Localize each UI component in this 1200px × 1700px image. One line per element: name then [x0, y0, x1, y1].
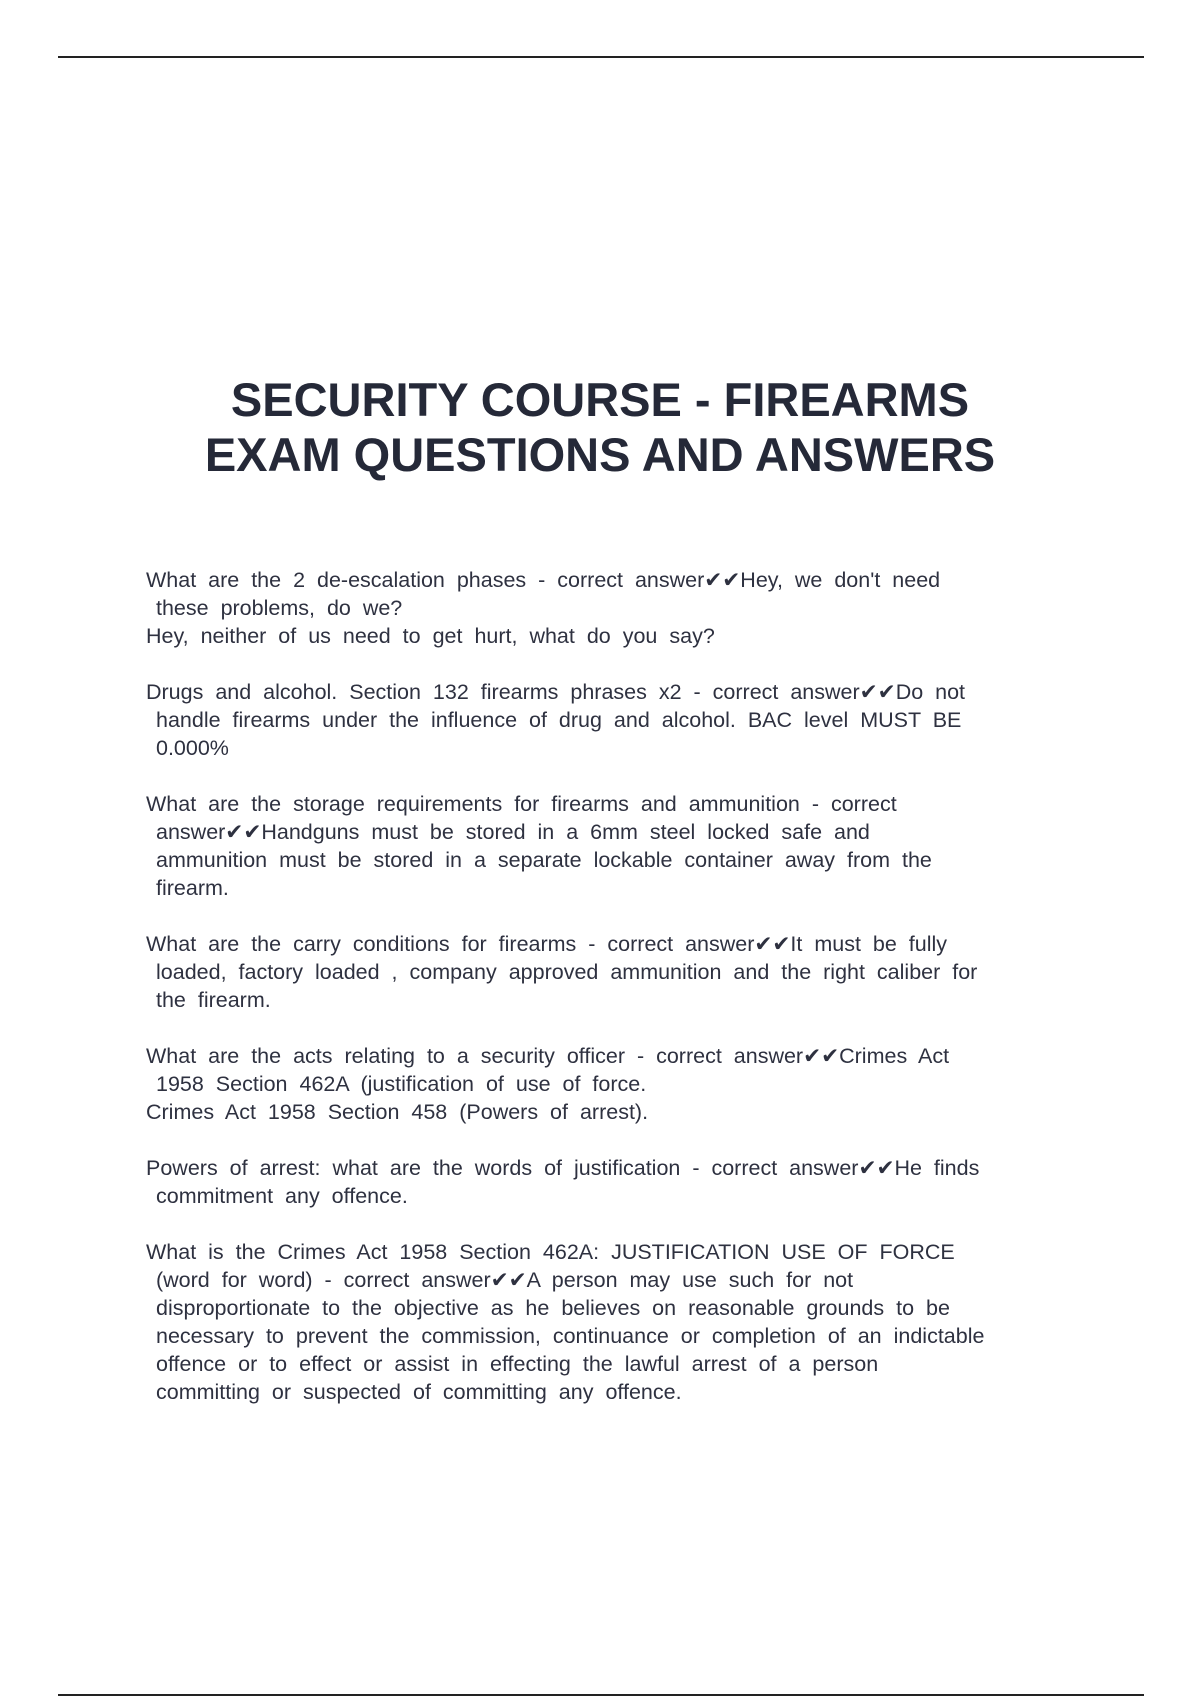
qa-line: handle firearms under the influence of drug and alcohol. BAC level MUST BE [156, 708, 962, 732]
qa-item [146, 930, 1096, 1014]
qa-line: disproportionate to the objective as he believes on reasonable grounds to be [156, 1296, 950, 1320]
qa-line: What is the Crimes Act 1958 Section 462A: JUSTIFICATION USE OF FORCE [146, 1240, 955, 1264]
qa-line: Hey, neither of us need to get hurt, what do you say? [146, 624, 715, 648]
top-divider [58, 56, 1144, 58]
qa-line: Drugs and alcohol. Section 132 firearms phrases x2 - correct answer✔✔Do not [146, 680, 966, 704]
qa-item [146, 1154, 1096, 1210]
qa-line: What are the acts relating to a security officer - correct answer✔✔Crimes Act [146, 1044, 950, 1068]
qa-line: answer✔✔Handguns must be stored in a 6mm steel locked safe and [156, 820, 870, 844]
title-line: EXAM QUESTIONS AND ANSWERS [204, 428, 996, 481]
qa-line: 1958 Section 462A (justification of use of force. [156, 1072, 647, 1096]
qa-line: commitment any offence. [156, 1184, 408, 1208]
qa-line: What are the storage requirements for firearms and ammunition - correct [146, 792, 897, 816]
bottom-divider [58, 1694, 1144, 1696]
qa-line: the firearm. [156, 988, 271, 1012]
title-line: SECURITY COURSE - FIREARMS [230, 373, 970, 426]
qa-item [146, 1042, 1096, 1126]
qa-line: Crimes Act 1958 Section 458 (Powers of arrest). [146, 1100, 649, 1124]
qa-line: loaded, factory loaded , company approved ammunition and the right caliber for [156, 960, 978, 984]
document-title [0, 372, 1200, 482]
qa-list [146, 566, 1096, 1434]
qa-line: committing or suspected of committing any offence. [156, 1380, 682, 1404]
qa-line: these problems, do we? [156, 596, 403, 620]
qa-line: Powers of arrest: what are the words of justification - correct answer✔✔He finds [146, 1156, 980, 1180]
qa-line: (word for word) - correct answer✔✔A person may use such for not [156, 1268, 854, 1292]
qa-item [146, 566, 1096, 650]
qa-line: offence or to effect or assist in effecting the lawful arrest of a person [156, 1352, 879, 1376]
qa-line: necessary to prevent the commission, continuance or completion of an indictable [156, 1324, 985, 1348]
qa-line: What are the 2 de-escalation phases - correct answer✔✔Hey, we don't need [146, 568, 941, 592]
qa-item [146, 678, 1096, 762]
qa-line: firearm. [156, 876, 229, 900]
qa-line: ammunition must be stored in a separate lockable container away from the [156, 848, 932, 872]
qa-item [146, 1238, 1096, 1406]
qa-item [146, 790, 1096, 902]
qa-line: 0.000% [156, 736, 229, 760]
qa-line: What are the carry conditions for firearms - correct answer✔✔It must be fully [146, 932, 948, 956]
